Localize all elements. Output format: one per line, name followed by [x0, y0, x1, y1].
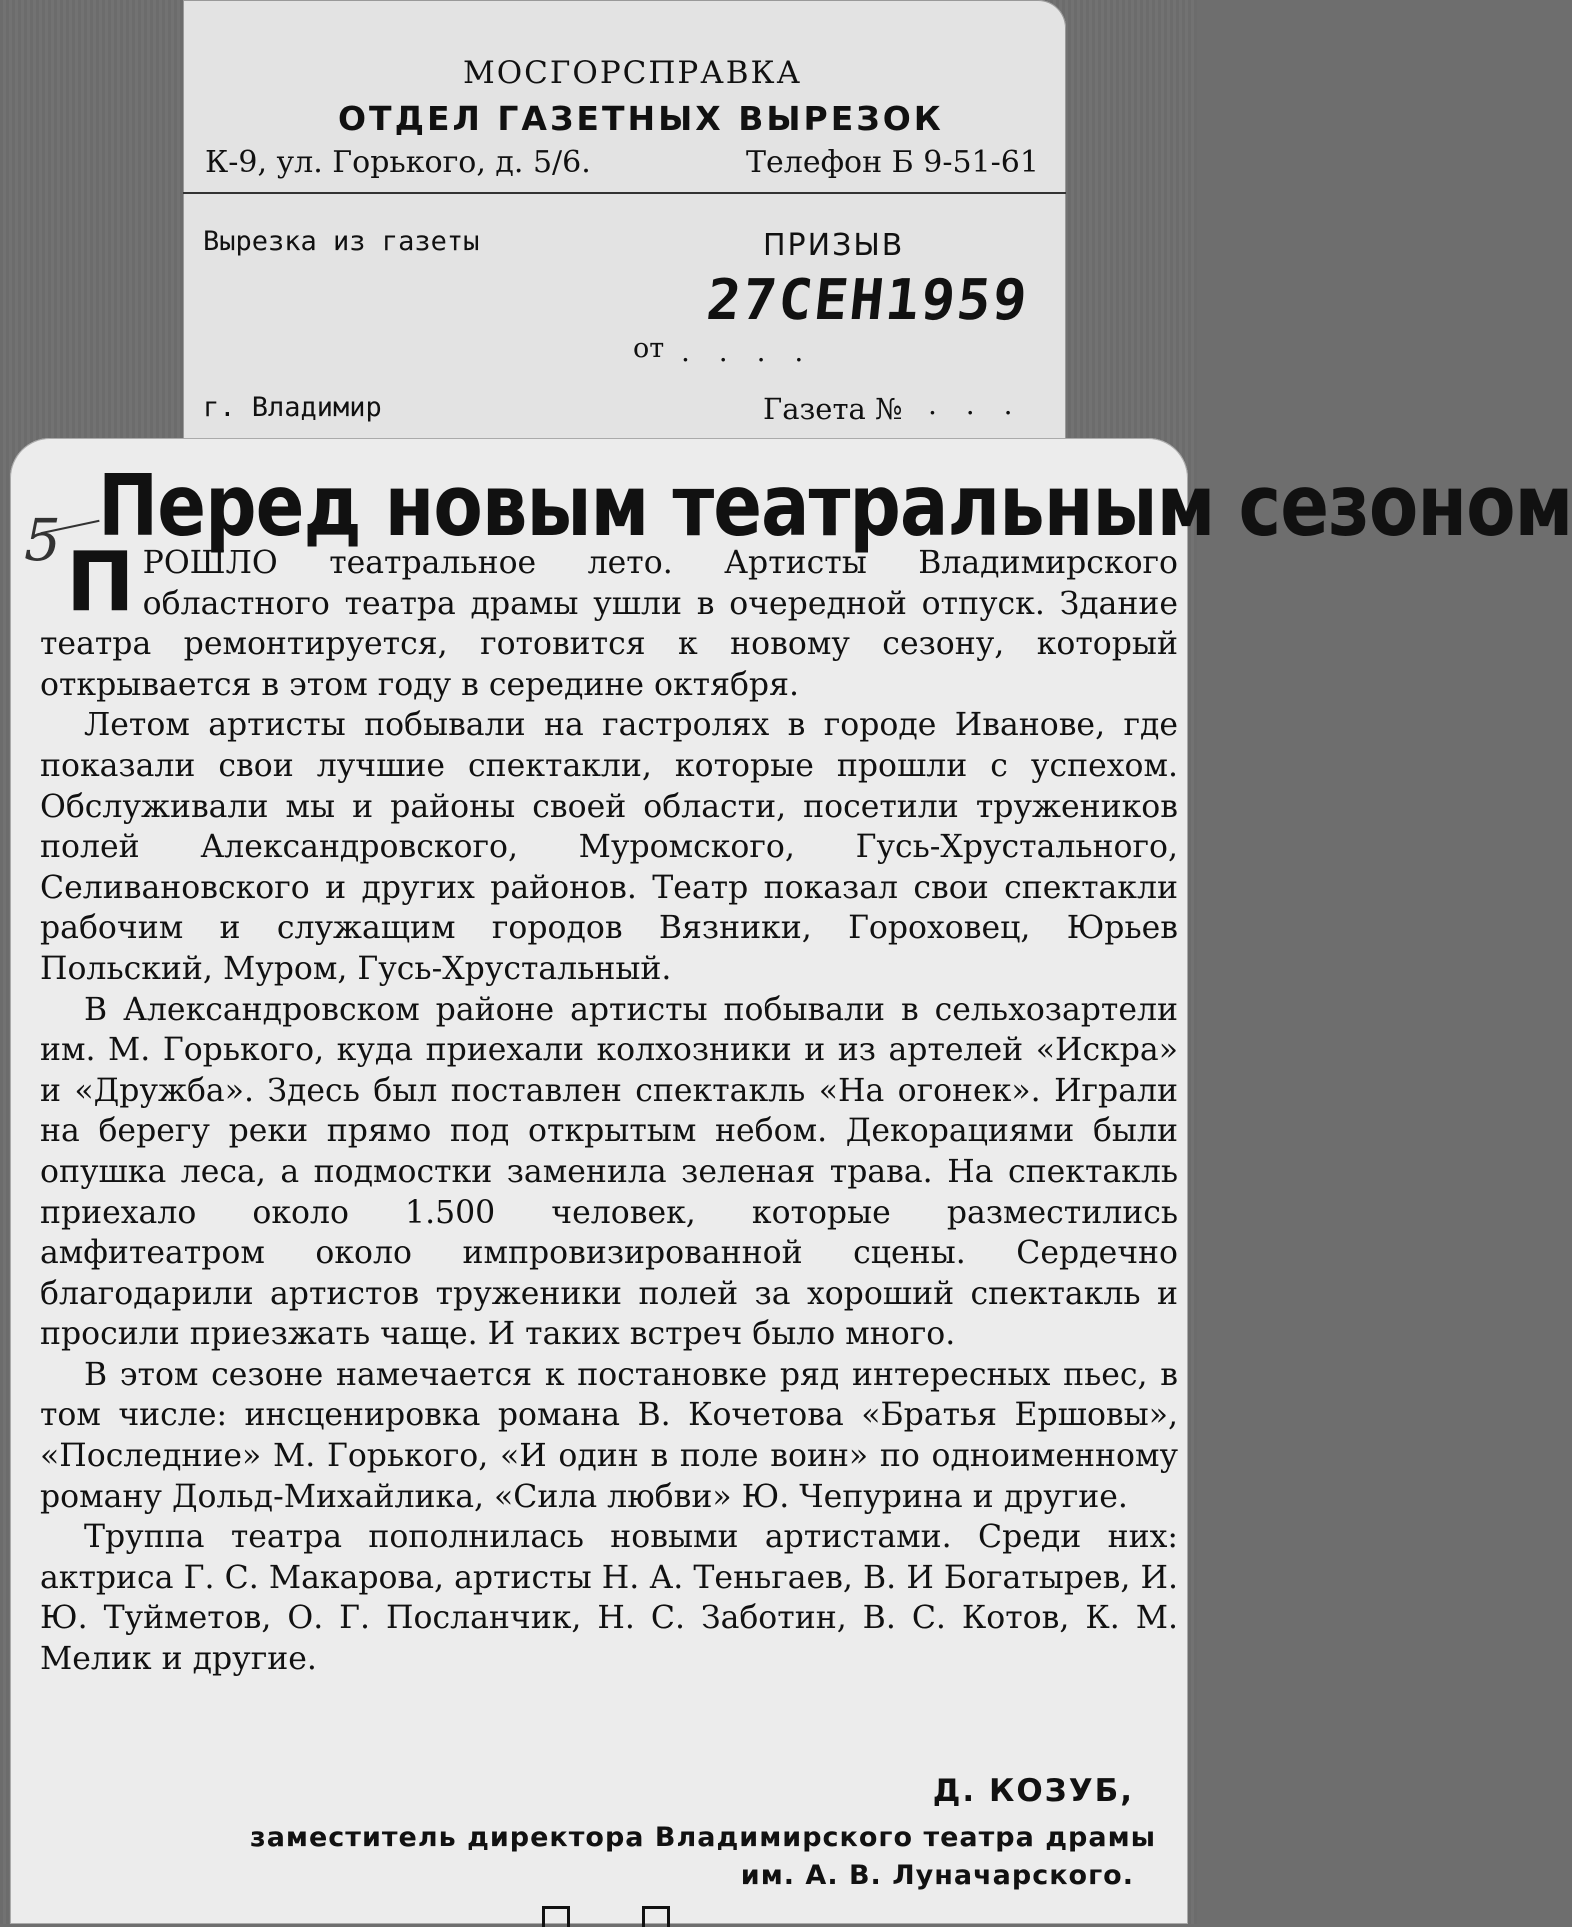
address: К-9, ул. Горького, д. 5/6. — [205, 145, 591, 180]
theatre-name: им. А. В. Луначарского. — [740, 1860, 1134, 1891]
city: г. Владимир — [203, 392, 382, 423]
author-role: заместитель директора Владимирского театра драмы — [250, 1822, 1157, 1853]
paragraph-1 — [40, 535, 1178, 705]
newspaper-clipping — [10, 438, 1572, 1924]
paragraph-5: Труппа театра пополнилась новыми артистами. Среди них: актриса Г. С. Макарова, артисты Н. А. Теньгаев, В. И Богатырев, И. Ю. Туйметов, О. Г. Посланчик, Н. С. Заботин, В. С. Котов, К. М. Мелик и другие. — [40, 1519, 1178, 1678]
paragraph-3: В Александровском районе артисты побывали в сельхозартели им. М. Горького, куда приехали колхозники и из артелей «Искра» и «Дружба». Здесь был поставлен спектакль «На огонек». Играли на берегу реки прямо под открытым небом. Декорациями были опушка леса, а подмостки заменила зеленая трава. На спектакль приехало около 1.500 человек, которые разместились амфитеатром около импровизированной сцены. Сердечно благодарили артистов труженики полей за хороший спектакль и просили приезжать чаще. И таких встреч было много. — [40, 991, 1178, 1353]
department-name: ОТДЕЛ ГАЗЕТНЫХ ВЫРЕЗОК — [338, 99, 944, 138]
margin-mark: 5 — [24, 506, 61, 574]
cut-mark — [542, 1906, 570, 1927]
phone: Телефон Б 9-51-61 — [746, 145, 1039, 180]
paper-name: ПРИЗЫВ — [763, 228, 905, 263]
paragraph-1-text: РОШЛО театральное лето. Артисты Владимирского областного театра драмы ушли в очередной отпуск. Здание театра ремонтируется, готовится к новому сезону, который открывается в этом году в середине октября. — [40, 545, 1178, 703]
drop-cap: П — [66, 535, 135, 630]
cut-edge-marks — [530, 1906, 690, 1924]
cut-mark — [642, 1906, 670, 1927]
paragraph-4: В этом сезоне намечается к постановке ряд интересных пьес, в том числе: инсценировка романа В. Кочетова «Братья Ершовы», «Последние» М. Горького, «И один в поле воин» по одноименному роману Дольд-Михайлика, «Сила любви» Ю. Чепурина и другие. — [40, 1356, 1178, 1515]
paragraph-2: Летом артисты побывали на гастролях в городе Иванове, где показали свои лучшие спектакли, которые прошли с успехом. Обслуживали мы и районы своей области, посетили тружеников полей Александровского, Муромского, Гусь-Хрустального, Селивановского и других районов. Театр показал свои спектакли рабочим и служащим городов Вязники, Гороховец, Юрьев Польский, Муром, Гусь-Хрустальный. — [40, 707, 1178, 987]
header-divider — [183, 192, 1066, 194]
article-title: Перед новым театральным сезоном — [98, 456, 1572, 556]
article-body — [40, 535, 1178, 1680]
cut-from-label: Вырезка из газеты — [203, 226, 480, 257]
paper-number-label: Газета № — [763, 392, 903, 426]
clipping-service-card — [183, 0, 1066, 452]
date-stamp: 27СЕН1959 — [703, 268, 1032, 333]
paper-number-dots: . . . — [928, 388, 1023, 421]
date-dots: . . . . — [681, 335, 814, 368]
org-name: МОСГОРСПРАВКА — [463, 55, 803, 91]
author-name: Д. КОЗУБ, — [932, 1773, 1134, 1809]
date-from-label: от — [633, 333, 665, 364]
